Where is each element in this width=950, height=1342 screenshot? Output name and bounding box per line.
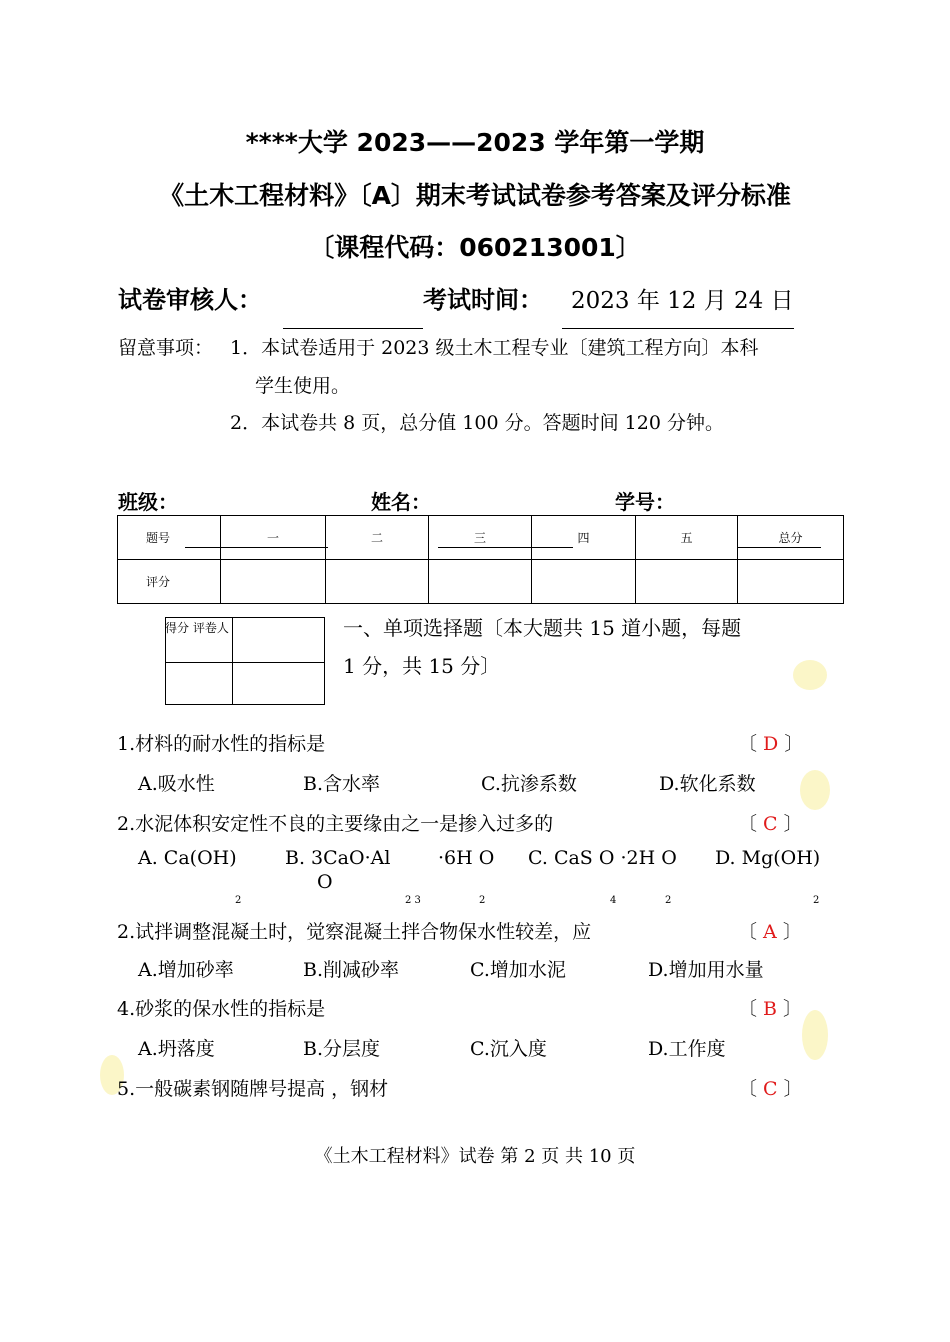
- grader-box-label: 得分 评卷人: [165, 621, 229, 635]
- option: B.分层度: [303, 1038, 381, 1060]
- question-stem: 2.试拌调整混凝土时，觉察混凝土拌合物保水性较差，应: [117, 921, 592, 943]
- subscript: 2: [665, 895, 672, 906]
- student-id-label: 学号：: [615, 490, 675, 514]
- notice-item1: 1．本试卷适用于 2023 级土木工程专业〔建筑工程方向〕本科: [230, 337, 759, 359]
- option: D. Mg(OH): [715, 847, 821, 869]
- option-extra: O: [317, 871, 333, 893]
- exam-date: 2023 年 12 月 24 日: [571, 288, 794, 314]
- score-header-cell: 题号: [118, 516, 221, 560]
- section1-title-cont: 1 分，共 15 分〕: [343, 654, 501, 678]
- exam-title-line2: 《土木工程材料》〔A〕期末考试试卷参考答案及评分标准: [159, 181, 791, 210]
- option: C.抗渗系数: [481, 773, 577, 795]
- option: C. CaS O ·2H O: [528, 847, 677, 869]
- option: D.工作度: [648, 1038, 726, 1060]
- score-header-cell: 三: [429, 516, 532, 560]
- question-stem: 4.砂浆的保水性的指标是: [117, 998, 326, 1020]
- score-cell[interactable]: [429, 560, 532, 604]
- answer-letter: C: [763, 1078, 778, 1100]
- option: A.坍落度: [138, 1038, 215, 1060]
- notice-label: 留意事项：: [118, 337, 214, 359]
- grader-box: [165, 617, 325, 705]
- name-label: 姓名：: [371, 490, 431, 514]
- score-header-cell: 五: [636, 516, 738, 560]
- exam-time-label: 考试时间：: [423, 286, 543, 314]
- option: A.吸水性: [138, 773, 215, 795]
- class-label: 班级：: [118, 490, 178, 514]
- question-stem: 1.材料的耐水性的指标是: [117, 733, 326, 755]
- exam-title-line1: ****大学 2023——2023 学年第一学期: [245, 128, 705, 157]
- score-header-cell: 二: [326, 516, 429, 560]
- answer-bracket: 〔 D 〕: [738, 733, 804, 755]
- option: B.含水率: [303, 773, 381, 795]
- answer-letter: D: [763, 733, 779, 755]
- section1-title: 一、单项选择题〔本大题共 15 道小题，每题: [343, 616, 742, 640]
- subscript: 2: [479, 895, 486, 906]
- reviewer-label: 试卷审核人：: [118, 286, 262, 314]
- score-header-cell: 总分: [738, 516, 844, 560]
- subscript: 2 3: [405, 895, 421, 906]
- notice-item1-cont: 学生使用。: [255, 375, 351, 397]
- answer-bracket: 〔 C 〕: [738, 1078, 803, 1100]
- table-underline: [438, 547, 573, 548]
- score-cell[interactable]: [221, 560, 326, 604]
- watermark-spot: [793, 660, 827, 690]
- answer-bracket: 〔 B 〕: [738, 998, 803, 1020]
- score-row-label: 评分: [118, 560, 221, 604]
- page-footer: 《土木工程材料》试卷 第 2 页 共 10 页: [314, 1146, 636, 1167]
- option: C.增加水泥: [470, 959, 566, 981]
- score-cell[interactable]: [738, 560, 844, 604]
- question-stem: 2.水泥体积安定性不良的主要缘由之一是掺入过多的: [117, 813, 554, 835]
- notice-item2: 2．本试卷共 8 页，总分值 100 分。答题时间 120 分钟。: [230, 412, 724, 434]
- reviewer-underline: [283, 328, 423, 329]
- date-underline: [562, 328, 794, 329]
- score-cell[interactable]: [532, 560, 636, 604]
- watermark-spot: [800, 770, 830, 810]
- table-underline: [738, 547, 821, 548]
- subscript: 4: [610, 895, 617, 906]
- question-stem: 5.一般碳素钢随牌号提高 ，钢材: [117, 1078, 389, 1100]
- answer-letter: B: [763, 998, 778, 1020]
- answer-letter: C: [763, 813, 778, 835]
- answer-letter: A: [763, 921, 777, 943]
- score-table: [117, 515, 844, 604]
- option: A. Ca(OH): [138, 847, 237, 869]
- option: D.增加用水量: [648, 959, 764, 981]
- option: A.增加砂率: [138, 959, 234, 981]
- subscript: 2: [813, 895, 820, 906]
- subscript: 2: [235, 895, 242, 906]
- answer-bracket: 〔 C 〕: [738, 813, 803, 835]
- watermark-spot: [802, 1010, 828, 1060]
- score-header-cell: 四: [532, 516, 636, 560]
- course-code: 〔课程代码：060213001〕: [309, 233, 641, 262]
- score-cell[interactable]: [326, 560, 429, 604]
- score-cell[interactable]: [636, 560, 738, 604]
- answer-bracket: 〔 A 〕: [738, 921, 802, 943]
- option: B.削减砂率: [303, 959, 400, 981]
- score-header-cell: 一: [221, 516, 326, 560]
- table-underline: [185, 547, 328, 548]
- option: B. 3CaO·Al: [285, 847, 391, 869]
- option: ·6H O: [438, 847, 495, 869]
- option: D.软化系数: [659, 773, 756, 795]
- option: C.沉入度: [470, 1038, 547, 1060]
